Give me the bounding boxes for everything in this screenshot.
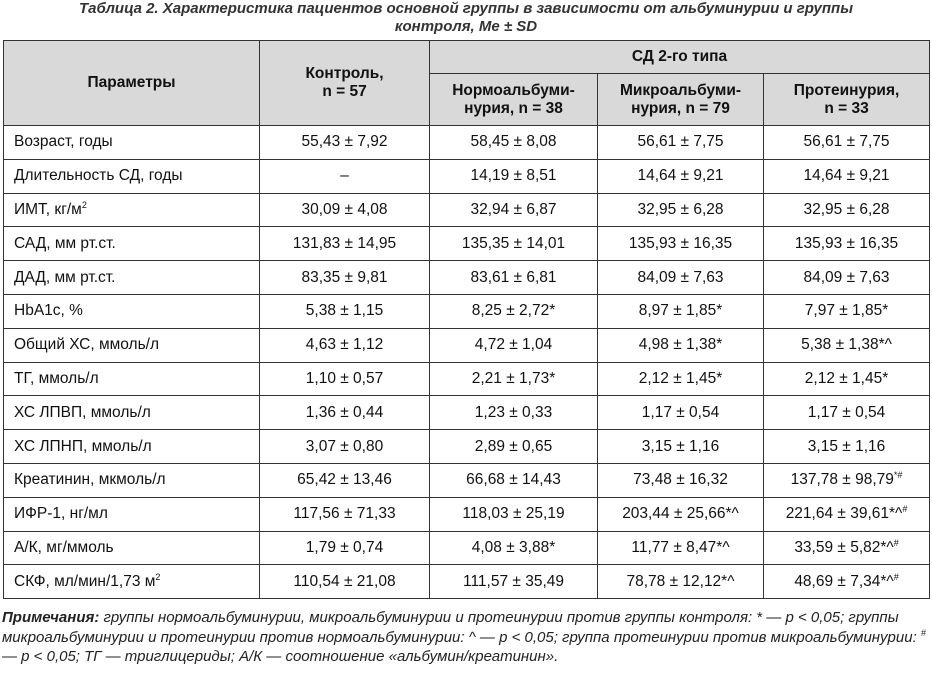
normo-cell: 2,89 ± 0,65: [430, 430, 598, 464]
notes-text-b: — p < 0,05; ТГ — триглицериды; А/К — соотношение «альбумин/креатинин».: [2, 648, 559, 666]
control-cell: 65,42 ± 13,46: [260, 463, 430, 497]
micro-cell: 78,78 ± 12,12*^: [598, 565, 764, 599]
control-cell: –: [260, 159, 430, 193]
table-row: [4, 463, 930, 497]
param-cell: САД, мм рт.ст.: [4, 227, 260, 261]
caption-line-1: Таблица 2. Характеристика пациентов основной группы в зависимости от альбуминурии и группы: [78, 0, 854, 17]
header-protein: [764, 74, 930, 126]
control-cell: 1,36 ± 0,44: [260, 396, 430, 430]
table-row: [4, 396, 930, 430]
table-row: [4, 565, 930, 599]
protein-cell: 135,93 ± 16,35: [764, 227, 930, 261]
control-cell: 55,43 ± 7,92: [260, 126, 430, 160]
normo-cell: 58,45 ± 8,08: [430, 126, 598, 160]
micro-cell: 56,61 ± 7,75: [598, 126, 764, 160]
param-cell: ИФР-1, нг/мл: [4, 497, 260, 531]
param-cell: Длительность СД, годы: [4, 159, 260, 193]
header-micro-line2: нурия, n = 79: [631, 99, 730, 117]
protein-cell: 7,97 ± 1,85*: [764, 294, 930, 328]
table-caption: [0, 0, 932, 38]
header-control-line2: n = 57: [322, 83, 367, 100]
micro-cell: 84,09 ± 7,63: [598, 261, 764, 295]
patients-table: [3, 40, 930, 599]
normo-cell: 32,94 ± 6,87: [430, 193, 598, 227]
micro-cell: 8,97 ± 1,85*: [598, 294, 764, 328]
protein-cell: 5,38 ± 1,38*^: [764, 328, 930, 362]
control-cell: 1,10 ± 0,57: [260, 362, 430, 396]
protein-cell: 221,64 ± 39,61*^#: [764, 497, 930, 531]
table-row: [4, 531, 930, 565]
table-row: [4, 497, 930, 531]
normo-cell: 2,21 ± 1,73*: [430, 362, 598, 396]
header-control: [260, 41, 430, 126]
table-row: [4, 261, 930, 295]
param-cell: СКФ, мл/мин/1,73 $м^2$: [4, 565, 260, 599]
protein-cell: 1,17 ± 0,54: [764, 396, 930, 430]
protein-cell: 33,59 ± 5,82*^#: [764, 531, 930, 565]
micro-cell: 3,15 ± 1,16: [598, 430, 764, 464]
protein-cell: 14,64 ± 9,21: [764, 159, 930, 193]
param-cell: Креатинин, мкмоль/л: [4, 463, 260, 497]
header-protein-line2: n = 33: [824, 99, 869, 117]
table-row: [4, 430, 930, 464]
protein-cell: 137,78 ± 98,79*#: [764, 463, 930, 497]
control-cell: 5,38 ± 1,15: [260, 294, 430, 328]
header-params: Параметры: [4, 41, 260, 126]
micro-cell: 14,64 ± 9,21: [598, 159, 764, 193]
control-cell: 110,54 ± 21,08: [260, 565, 430, 599]
param-cell: ДАД, мм рт.ст.: [4, 261, 260, 295]
normo-cell: 111,57 ± 35,49: [430, 565, 598, 599]
header-micro-line1: Микроальбуми-: [619, 81, 742, 99]
normo-cell: 1,23 ± 0,33: [430, 396, 598, 430]
control-cell: 3,07 ± 0,80: [260, 430, 430, 464]
micro-cell: 1,17 ± 0,54: [598, 396, 764, 430]
micro-cell: 73,48 ± 16,32: [598, 463, 764, 497]
micro-cell: 32,95 ± 6,28: [598, 193, 764, 227]
table-row: [4, 193, 930, 227]
header-control-line1: Контроль,: [305, 65, 384, 82]
normo-cell: 8,25 ± 2,72*: [430, 294, 598, 328]
param-cell: Общий ХС, ммоль/л: [4, 328, 260, 362]
param-cell: ХС ЛПВП, ммоль/л: [4, 396, 260, 430]
normo-cell: 4,08 ± 3,88*: [430, 531, 598, 565]
header-sd2-group: СД 2-го типа: [430, 41, 930, 74]
table-row: [4, 126, 930, 160]
protein-cell: 32,95 ± 6,28: [764, 193, 930, 227]
table-row: [4, 159, 930, 193]
notes-text-a: группы нормоальбуминурии, микроальбуминурии и протеинурии против группы контроля: * — p < 0,05; группы микроальбуминурии и протеинурии против нормоальбуминурии: ^ — p < 0,05; группа протеинурии против микроальбуминурии:: [2, 609, 921, 646]
table-row: [4, 294, 930, 328]
header-normo: [430, 74, 598, 126]
table-row: [4, 328, 930, 362]
normo-cell: 66,68 ± 14,43: [430, 463, 598, 497]
normo-cell: 83,61 ± 6,81: [430, 261, 598, 295]
protein-cell: 56,61 ± 7,75: [764, 126, 930, 160]
control-cell: 83,35 ± 9,81: [260, 261, 430, 295]
protein-cell: 2,12 ± 1,45*: [764, 362, 930, 396]
table-body: [4, 126, 930, 599]
param-cell: Возраст, годы: [4, 126, 260, 160]
micro-cell: 203,44 ± 25,66*^: [598, 497, 764, 531]
header-protein-line1: Протеинурия,: [793, 81, 900, 99]
caption-line-2: контроля, Me ± SD: [394, 18, 538, 35]
control-cell: 117,56 ± 71,33: [260, 497, 430, 531]
notes-label: Примечания:: [2, 609, 100, 626]
control-cell: 1,79 ± 0,74: [260, 531, 430, 565]
table-notes: [2, 608, 930, 686]
param-cell: HbA1c, %: [4, 294, 260, 328]
param-cell: А/К, мг/ммоль: [4, 531, 260, 565]
protein-cell: 84,09 ± 7,63: [764, 261, 930, 295]
header-normo-line1: Нормоальбуми-: [452, 81, 575, 99]
control-cell: 131,83 ± 14,95: [260, 227, 430, 261]
notes-hash: #: [920, 627, 926, 638]
param-cell: ИМТ, $кг/м^2$: [4, 193, 260, 227]
micro-cell: 4,98 ± 1,38*: [598, 328, 764, 362]
micro-cell: 135,93 ± 16,35: [598, 227, 764, 261]
micro-cell: 11,77 ± 8,47*^: [598, 531, 764, 565]
normo-cell: 14,19 ± 8,51: [430, 159, 598, 193]
param-cell: ХС ЛПНП, ммоль/л: [4, 430, 260, 464]
protein-cell: 3,15 ± 1,16: [764, 430, 930, 464]
table-row: [4, 362, 930, 396]
header-micro: [598, 74, 764, 126]
normo-cell: 118,03 ± 25,19: [430, 497, 598, 531]
param-cell: ТГ, ммоль/л: [4, 362, 260, 396]
table-header: [4, 41, 930, 126]
control-cell: 30,09 ± 4,08: [260, 193, 430, 227]
micro-cell: 2,12 ± 1,45*: [598, 362, 764, 396]
header-normo-line2: нурия, n = 38: [464, 99, 563, 117]
control-cell: 4,63 ± 1,12: [260, 328, 430, 362]
normo-cell: 135,35 ± 14,01: [430, 227, 598, 261]
table-row: [4, 227, 930, 261]
protein-cell: 48,69 ± 7,34*^#: [764, 565, 930, 599]
normo-cell: 4,72 ± 1,04: [430, 328, 598, 362]
